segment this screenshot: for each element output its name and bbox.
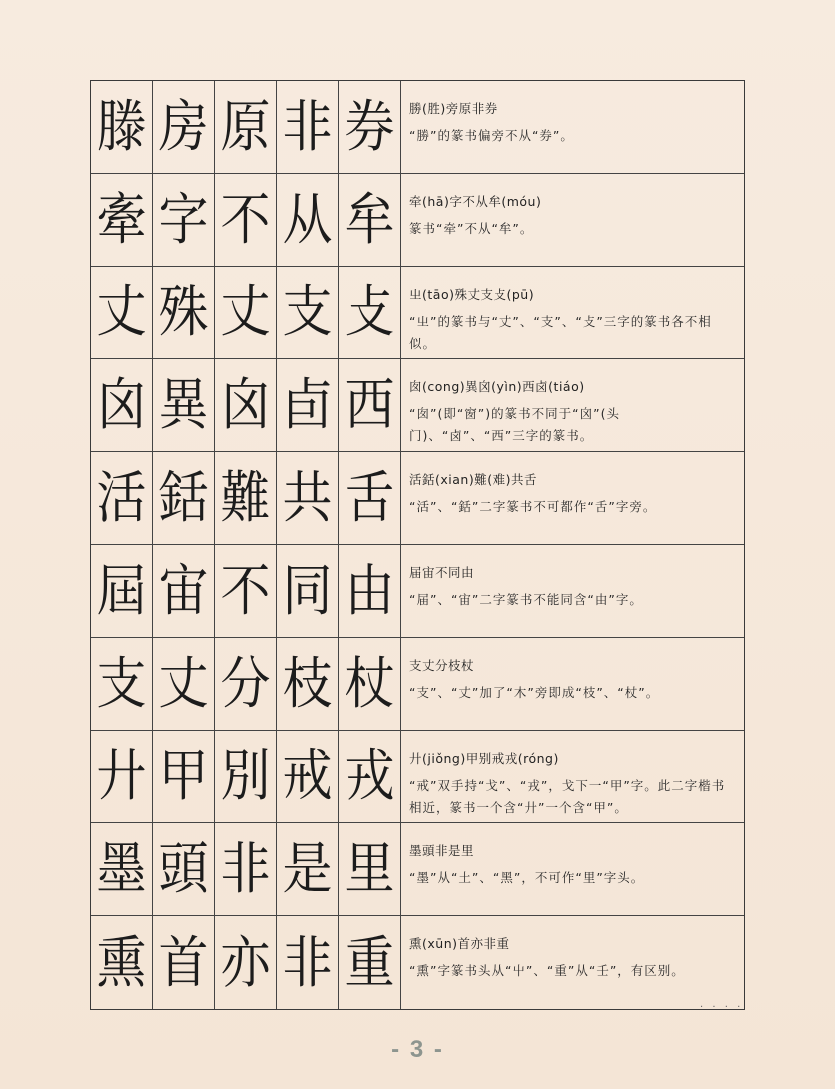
glyph-cell <box>153 359 215 452</box>
glyph-cell <box>339 823 401 916</box>
glyph-cell <box>153 823 215 916</box>
seal-glyph: 由 <box>344 558 395 624</box>
seal-glyph: 熏 <box>96 930 147 996</box>
glyph-cell <box>339 359 401 452</box>
glyph-cell <box>277 638 339 731</box>
entry-note: “届”、“宙”二字篆书不能同含“由”字。 <box>409 592 643 607</box>
entry-note: 篆书“牵”不从“牟”。 <box>409 220 534 236</box>
entry-note: “㞢”的篆书与“丈”、“支”、“攴”三字的篆书各不相似。 <box>409 313 712 351</box>
seal-glyph: 券 <box>344 94 395 160</box>
seal-glyph: 墨 <box>96 836 147 902</box>
glyph-cell <box>215 452 277 545</box>
seal-glyph: 非 <box>220 836 271 902</box>
trailing-dots: · · · · <box>700 1002 744 1013</box>
glyph-cell <box>215 545 277 638</box>
description-cell <box>401 81 744 174</box>
seal-glyph: 銛 <box>158 465 209 531</box>
glyph-cell <box>339 81 401 174</box>
seal-glyph: 頭 <box>158 836 209 902</box>
glyph-cell <box>277 823 339 916</box>
seal-glyph: 殊 <box>158 280 209 345</box>
seal-glyph: 難 <box>220 465 271 531</box>
glyph-cell <box>91 823 153 916</box>
glyph-cell <box>277 81 339 174</box>
seal-glyph: 戒 <box>282 744 333 809</box>
description-cell <box>401 174 744 267</box>
seal-glyph: 舌 <box>344 465 395 531</box>
seal-glyph: 甲 <box>158 744 209 809</box>
entry-title: 牵(hā)字不从牟(móu) <box>409 193 542 209</box>
glyph-cell <box>215 174 277 267</box>
glyph-cell <box>339 267 401 360</box>
seal-glyph: 牟 <box>344 187 395 253</box>
entry-title: 勝(胜)旁原非券 <box>409 101 498 116</box>
seal-glyph: 卣 <box>282 372 333 438</box>
seal-glyph: 杖 <box>344 651 395 717</box>
seal-glyph: 不 <box>220 558 271 624</box>
seal-glyph: 戎 <box>344 744 395 809</box>
seal-glyph: 別 <box>220 744 271 809</box>
glyph-cell <box>277 174 339 267</box>
glyph-cell <box>91 81 153 174</box>
seal-glyph: 共 <box>282 465 333 531</box>
glyph-cell <box>91 545 153 638</box>
entry-note: “勝”的篆书偏旁不从“券”。 <box>409 128 574 143</box>
entry-title: 支丈分枝杖 <box>409 657 475 673</box>
entry-note: “墨”从“土”、“黑”，不可作“里”字头。 <box>409 870 645 886</box>
glyph-cell <box>339 731 401 824</box>
glyph-cell <box>153 916 215 1009</box>
glyph-cell <box>215 731 277 824</box>
glyph-cell <box>215 359 277 452</box>
seal-glyph: 枝 <box>282 651 333 717</box>
description-cell <box>401 452 744 545</box>
glyph-cell <box>153 638 215 731</box>
glyph-cell <box>339 638 401 731</box>
glyph-cell <box>153 174 215 267</box>
glyph-cell <box>277 916 339 1009</box>
seal-glyph: 活 <box>96 465 147 531</box>
entry-note: “活”、“銛”二字篆书不可都作“舌”字旁。 <box>409 499 657 515</box>
glyph-cell <box>91 638 153 731</box>
entry-title: 熏(xūn)首亦非重 <box>409 936 510 952</box>
seal-glyph: 支 <box>96 651 147 717</box>
seal-glyph: 異 <box>158 372 209 438</box>
seal-glyph: 牽 <box>96 187 147 253</box>
description-cell <box>401 916 744 1009</box>
seal-glyph: 丈 <box>158 651 209 717</box>
seal-glyph: 字 <box>158 187 209 253</box>
description-cell <box>401 731 744 824</box>
seal-glyph: 滕 <box>96 94 147 160</box>
glyph-cell <box>91 916 153 1009</box>
page-number: - 3 - <box>391 1036 444 1063</box>
seal-glyph: 非 <box>282 930 333 996</box>
description-cell <box>401 823 744 916</box>
glyph-cell <box>215 267 277 360</box>
seal-glyph: 屆 <box>96 558 147 624</box>
glyph-cell <box>339 452 401 545</box>
glyph-cell <box>277 452 339 545</box>
glyph-cell <box>339 916 401 1009</box>
entry-title: 㞢(tāo)殊丈支攴(pū) <box>409 286 535 302</box>
glyph-cell <box>91 174 153 267</box>
glyph-cell <box>277 731 339 824</box>
seal-glyph: 亦 <box>220 930 271 996</box>
seal-script-table <box>90 80 745 1010</box>
entry-note: “支”、“丈”加了“木”旁即成“枝”、“杖”。 <box>409 684 660 700</box>
seal-glyph: 丈 <box>220 280 271 345</box>
description-cell <box>401 359 744 452</box>
seal-glyph: 丈 <box>96 280 147 345</box>
glyph-cell <box>153 545 215 638</box>
entry-title: 廾(jiǒng)甲别戒戎(róng) <box>409 750 559 766</box>
description-cell <box>401 267 744 360</box>
glyph-cell <box>215 638 277 731</box>
description-cell <box>401 638 744 731</box>
seal-glyph: 攴 <box>344 280 395 345</box>
glyph-cell <box>153 731 215 824</box>
description-cell <box>401 545 744 638</box>
glyph-cell <box>91 267 153 360</box>
glyph-cell <box>91 359 153 452</box>
entry-title: 墨頭非是里 <box>409 843 475 859</box>
seal-glyph: 囟 <box>220 372 271 438</box>
seal-glyph: 西 <box>344 372 395 438</box>
glyph-cell <box>91 731 153 824</box>
seal-glyph: 同 <box>282 558 333 624</box>
seal-glyph: 从 <box>282 187 333 253</box>
seal-glyph: 不 <box>220 187 271 253</box>
entry-title: 囱(cong)異囟(yìn)西卤(tiáo) <box>409 379 585 395</box>
glyph-cell <box>277 359 339 452</box>
entry-note: “戒”双手持“戈”、“戎”，戈下一“甲”字。此二字楷书相近，篆书一个含“廾”一个含“甲”。 <box>409 777 726 815</box>
seal-glyph: 支 <box>282 280 333 345</box>
glyph-cell <box>153 267 215 360</box>
seal-glyph: 宙 <box>158 558 209 624</box>
seal-glyph: 囟 <box>96 372 147 438</box>
glyph-cell <box>215 823 277 916</box>
glyph-cell <box>215 916 277 1009</box>
seal-glyph: 分 <box>220 651 271 717</box>
glyph-cell <box>277 267 339 360</box>
glyph-cell <box>339 174 401 267</box>
entry-note: “熏”字篆书头从“屮”、“重”从“壬”，有区别。 <box>409 963 685 979</box>
seal-glyph: 廾 <box>96 744 147 809</box>
seal-glyph: 原 <box>220 94 271 160</box>
glyph-cell <box>153 81 215 174</box>
glyph-cell <box>215 81 277 174</box>
seal-glyph: 非 <box>282 94 333 160</box>
entry-title: 活銛(xian)難(难)共舌 <box>409 472 537 488</box>
glyph-cell <box>153 452 215 545</box>
entry-title: 届宙不同由 <box>409 565 475 580</box>
seal-glyph: 是 <box>282 836 333 902</box>
seal-glyph: 房 <box>158 94 209 160</box>
entry-note: “囱”(即“窗”)的篆书不同于“囟”(头门)、“卤”、“西”三字的篆书。 <box>409 406 620 444</box>
seal-glyph: 里 <box>344 836 395 902</box>
seal-glyph: 重 <box>344 930 395 996</box>
seal-glyph: 首 <box>158 930 209 996</box>
glyph-cell <box>339 545 401 638</box>
glyph-cell <box>277 545 339 638</box>
glyph-cell <box>91 452 153 545</box>
